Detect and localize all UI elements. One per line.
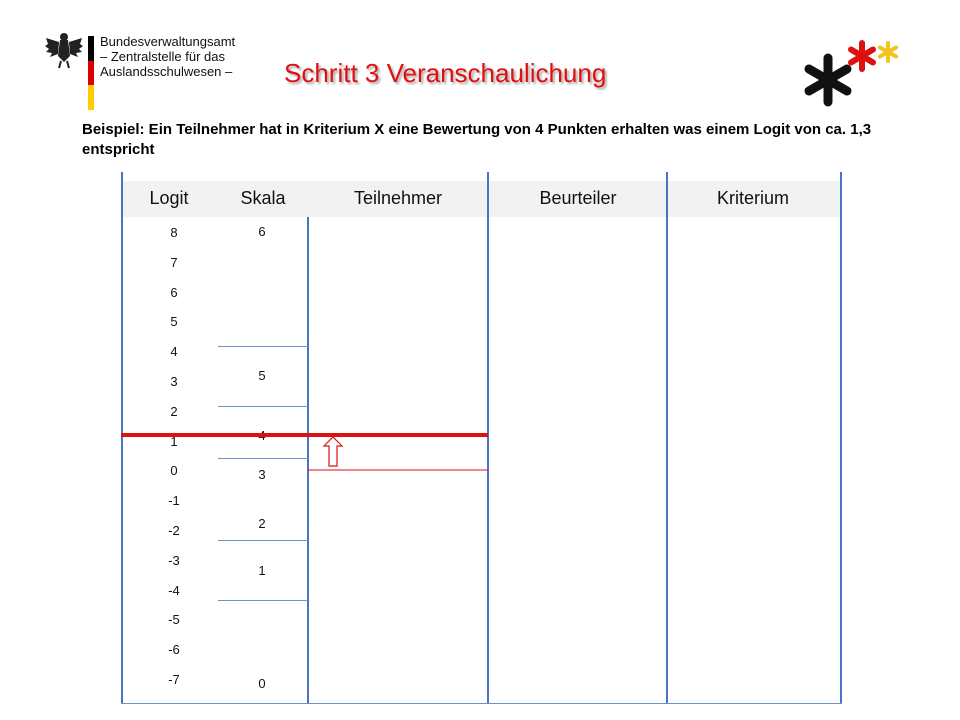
- logit-label: 4: [170, 344, 178, 360]
- logit-label: -2: [168, 523, 180, 538]
- scale-label: 5: [258, 368, 266, 383]
- scale-divider: [218, 406, 308, 407]
- asterisks-logo-icon: [800, 36, 910, 116]
- logit-label: -1: [168, 493, 180, 509]
- grid-line-skala-right: [307, 217, 309, 704]
- logo-line: Auslandsschulwesen –: [100, 64, 233, 79]
- logit-label: 7: [170, 254, 178, 270]
- logit-label: 2: [170, 403, 178, 419]
- description-text: Beispiel: Ein Teilnehmer hat in Kriterium X eine Bewertung von 4 Punkten erhalten was einem Logit von ca. 1,3 entspricht: [82, 121, 872, 158]
- scale-label: 2: [258, 516, 266, 531]
- scale-label: 6: [258, 224, 266, 239]
- grid-line-right: [840, 172, 842, 704]
- grid-line-left: [121, 172, 123, 704]
- logit-label: 0: [170, 463, 178, 479]
- flag-bar: [88, 36, 94, 110]
- logit-label: 8: [170, 225, 178, 240]
- grid-line-teilnehmer-right: [487, 172, 489, 704]
- logit-label: -5: [168, 612, 180, 628]
- federal-eagle-icon: [44, 30, 84, 70]
- logit-label: 3: [170, 374, 178, 389]
- grid-line-beurteiler-right: [666, 172, 668, 704]
- scale-divider: [218, 346, 308, 347]
- column-header-beurteiler: Beurteiler: [539, 188, 617, 208]
- scale-label: 1: [258, 563, 266, 578]
- scale-divider: [218, 458, 308, 459]
- logit-label: -4: [168, 582, 180, 598]
- scale-divider: [218, 540, 308, 541]
- scale-label: 3: [258, 467, 266, 482]
- scale-label: 4: [258, 428, 266, 443]
- logit-label: -6: [168, 642, 180, 658]
- grid-line-bottom: [121, 703, 842, 704]
- column-header-kriterium: Kriterium: [716, 188, 789, 208]
- scale-divider: [218, 600, 308, 601]
- page-title: Schritt 3 Veranschaulichung: [284, 58, 607, 88]
- scale-label: 0: [258, 676, 266, 691]
- flag-stripe-gold: [88, 85, 94, 110]
- column-header-logit: Logit: [149, 188, 189, 208]
- flag-stripe-black: [88, 36, 94, 61]
- logit-label: 5: [170, 314, 178, 330]
- logo-text: [100, 34, 235, 79]
- logit-label: -7: [168, 672, 180, 687]
- up-arrow-icon: [324, 437, 342, 466]
- column-header-teilnehmer: Teilnehmer: [353, 188, 443, 208]
- logo-line: Bundesverwaltungsamt: [100, 34, 236, 49]
- column-header-skala: Skala: [240, 188, 286, 208]
- logo-line: – Zentralstelle für das: [100, 49, 226, 64]
- logit-label: -3: [168, 552, 180, 568]
- flag-stripe-red: [88, 61, 94, 86]
- logit-label: 6: [170, 284, 178, 300]
- logit-label: 1: [170, 433, 178, 449]
